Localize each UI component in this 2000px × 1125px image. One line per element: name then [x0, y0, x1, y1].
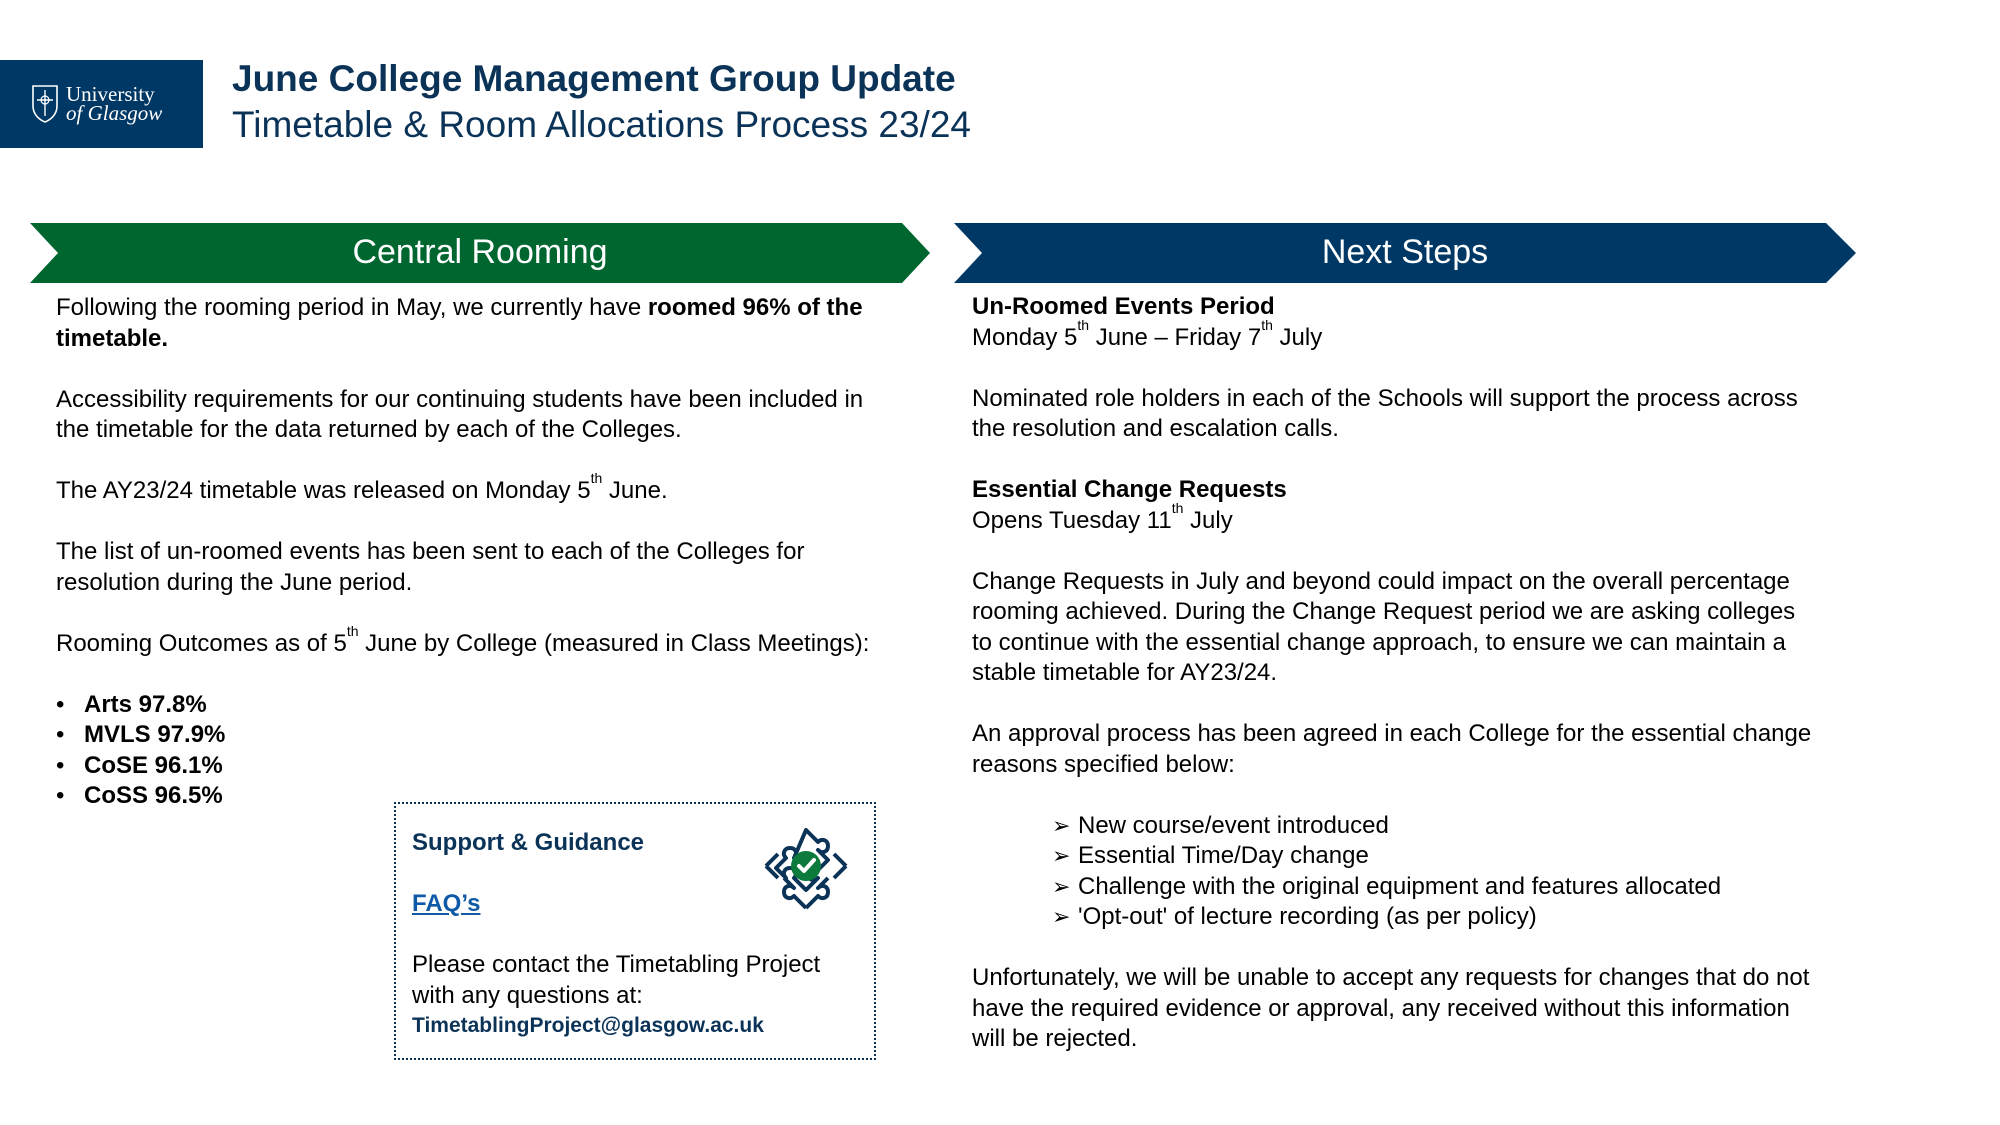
- reason-item: [1052, 841, 1812, 872]
- opens-date-text: Opens Tuesday 11: [972, 506, 1172, 534]
- period-date-sup: th: [1077, 316, 1090, 333]
- rooming-summary-text: Following the rooming period in May, we currently have: [56, 294, 648, 321]
- logo-line-1: University: [66, 82, 155, 106]
- outcome-item: • CoSE 96.1%: [56, 751, 896, 782]
- outcomes-list: [56, 690, 896, 812]
- change-requests-title: Essential Change Requests: [972, 476, 1287, 503]
- release-paragraph: [56, 470, 896, 507]
- opens-date-end: July: [1183, 506, 1233, 534]
- logo-line-2: of Glasgow: [66, 101, 163, 125]
- logo-text: [66, 82, 163, 125]
- unroomed-period-section: [972, 292, 1812, 353]
- arrow-bullet-icon: ➢: [1052, 843, 1071, 868]
- reason-item: [1052, 872, 1812, 903]
- opens-date-sup: th: [1171, 499, 1184, 516]
- outcomes-intro-text: Rooming Outcomes as of 5: [56, 629, 347, 657]
- period-date-sup: th: [1261, 316, 1273, 333]
- period-date-end: July: [1272, 323, 1323, 351]
- reason-item: [1052, 902, 1812, 933]
- next-steps-banner: [954, 223, 1856, 283]
- unroomed-paragraph: The list of un-roomed events has been sent to each of the Colleges for resolution during the June period.: [56, 538, 805, 596]
- outcome-item: • CoSS 96.5%: [56, 781, 896, 812]
- page-title: June College Management Group Update: [232, 58, 956, 99]
- outcome-item: • MVLS 97.9%: [56, 720, 896, 751]
- crest-icon: [30, 82, 60, 126]
- outcome-item: • Arts 97.8%: [56, 690, 896, 721]
- university-logo: [0, 60, 203, 148]
- reason-item: [1052, 811, 1812, 842]
- central-rooming-content: [56, 293, 896, 812]
- reason-text: Challenge with the original equipment and features allocated: [1078, 872, 1722, 900]
- next-steps-content: [972, 292, 1812, 1085]
- support-contact-text: Please contact the Timetabling Project with any questions at:: [412, 951, 821, 1009]
- next-steps-banner-label: Next Steps: [1321, 233, 1489, 271]
- rejection-paragraph: Unfortunately, we will be unable to accept any requests for changes that do not have the required evidence or approval, any received without this information will be rejected.: [972, 964, 1810, 1052]
- faq-link[interactable]: FAQ’s: [412, 890, 481, 917]
- change-impact-paragraph: Change Requests in July and beyond could impact on the overall percentage rooming achieved. During the Change Request period we are asking colleges to continue with the essential change approach, to ensure we can maintain a stable timetable for AY23/24.: [972, 567, 1796, 686]
- accessibility-paragraph: Accessibility requirements for our continuing students have been included in the timetable for the data returned by each of the Colleges.: [56, 385, 864, 443]
- release-text-end: June.: [602, 477, 668, 504]
- reason-text: 'Opt-out' of lecture recording (as per policy): [1078, 903, 1537, 930]
- outcomes-intro: [56, 622, 896, 660]
- arrow-bullet-icon: ➢: [1052, 904, 1071, 929]
- change-requests-section: [972, 475, 1812, 536]
- change-reasons-list: [1052, 811, 1812, 933]
- central-rooming-banner: [30, 223, 930, 283]
- page-subtitle: Timetable & Room Allocations Process 23/24: [232, 104, 971, 145]
- approval-paragraph: An approval process has been agreed in each College for the essential change reasons specified below:: [972, 720, 1812, 778]
- role-holders-paragraph: Nominated role holders in each of the Schools will support the process across the resolution and escalation calls.: [972, 384, 1798, 442]
- support-heading: Support & Guidance: [412, 829, 645, 856]
- puzzle-check-icon: [758, 818, 854, 914]
- release-sup: th: [590, 470, 603, 486]
- period-date-text: Monday 5: [972, 323, 1078, 351]
- unroomed-period-title: Un-Roomed Events Period: [972, 293, 1275, 320]
- arrow-bullet-icon: ➢: [1052, 873, 1071, 899]
- outcomes-intro-text-end: June by College (measured in Class Meetings):: [358, 629, 870, 657]
- reason-text: Essential Time/Day change: [1078, 842, 1369, 869]
- central-rooming-banner-label: Central Rooming: [352, 233, 608, 271]
- support-email[interactable]: TimetablingProject@glasgow.ac.uk: [412, 1014, 764, 1037]
- rooming-summary-highlight: roomed 96% of the timetable.: [56, 294, 863, 352]
- arrow-bullet-icon: ➢: [1052, 812, 1071, 838]
- release-text: The AY23/24 timetable was released on Monday 5: [56, 477, 591, 504]
- support-guidance-box: [394, 802, 876, 1060]
- period-date-mid: June – Friday 7: [1089, 323, 1262, 351]
- reason-text: New course/event introduced: [1078, 811, 1389, 839]
- rooming-summary: [56, 293, 896, 354]
- outcomes-intro-sup: th: [346, 622, 359, 639]
